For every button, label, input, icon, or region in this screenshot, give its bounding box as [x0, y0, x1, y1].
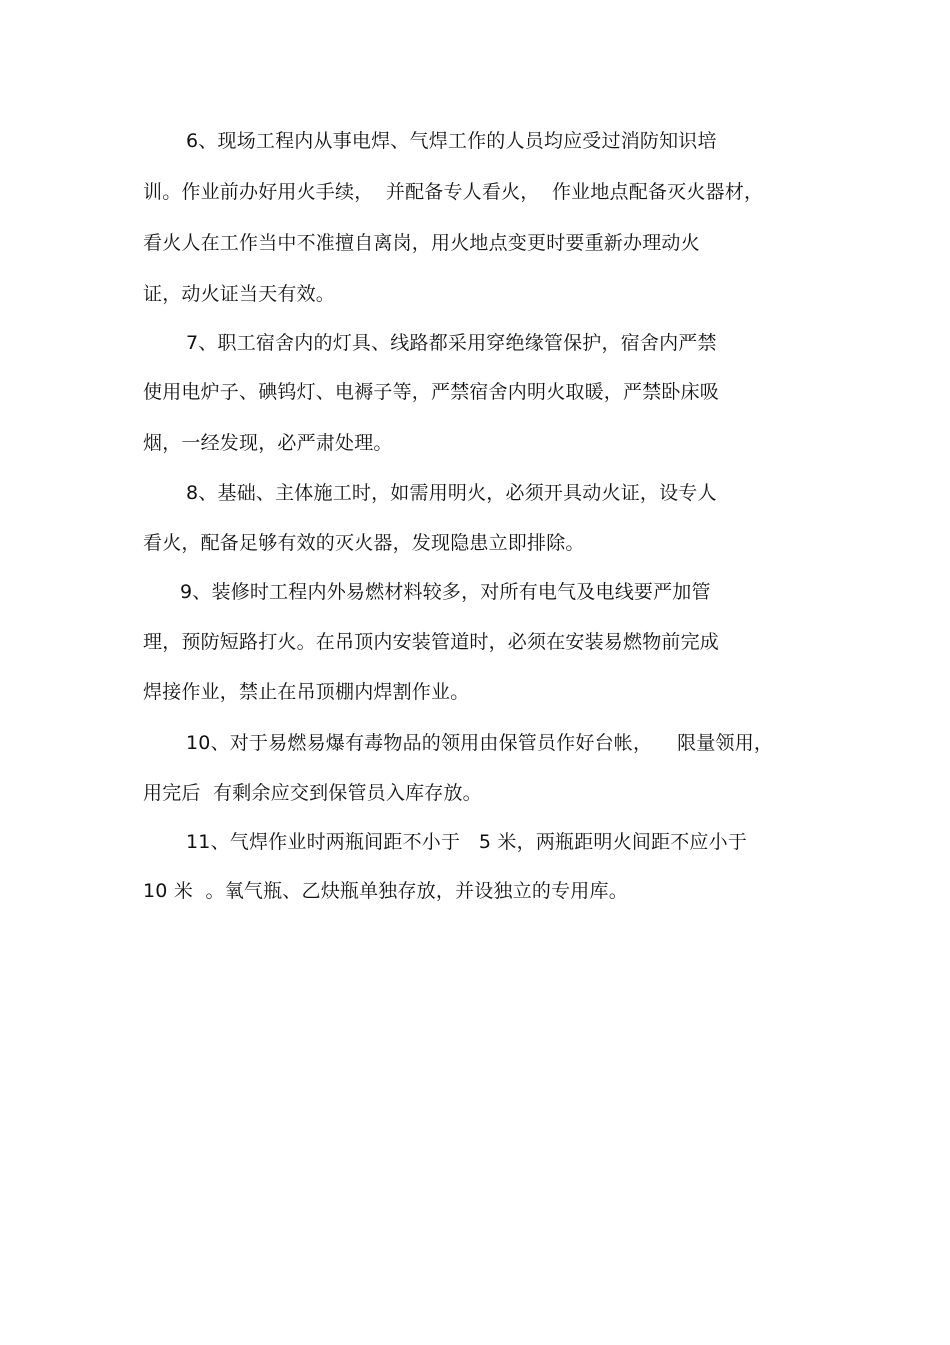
- paragraph-8-line-2: 看火，配备足够有效的灭火器，发现隐患立即排除。: [143, 532, 585, 554]
- paragraph-10-line-2: 用完后 有剩余应交到保管员入库存放。: [143, 782, 482, 804]
- paragraph-11-line-2: 10 米 。氧气瓶、乙炔瓶单独存放，并设独立的专用库。: [143, 880, 628, 902]
- paragraph-7-line-1: 7、职工宿舍内的灯具、线路都采用穿绝缘管保护，宿舍内严禁: [186, 332, 717, 354]
- paragraph-7-line-2: 使用电炉子、碘钨灯、电褥子等，严禁宿舍内明火取暖，严禁卧床吸: [143, 381, 720, 403]
- paragraph-6-line-3: 看火人在工作当中不准擅自离岗，用火地点变更时要重新办理动火: [143, 232, 700, 254]
- paragraph-10-line-1: 10、对于易燃易爆有毒物品的领用由保管员作好台帐， 限量领用，: [186, 732, 774, 754]
- paragraph-11-line-1: 11、气焊作业时两瓶间距不小于 5 米，两瓶距明火间距不应小于: [186, 831, 748, 853]
- paragraph-7-line-3: 烟，一经发现，必严肃处理。: [143, 432, 393, 454]
- paragraph-6-line-4: 证，动火证当天有效。: [143, 283, 336, 305]
- paragraph-6-line-2: 训。作业前办好用火手续， 并配备专人看火， 作业地点配备灭火器材，: [143, 181, 764, 203]
- paragraph-9-line-1: 9、装修时工程内外易燃材料较多，对所有电气及电线要严加管: [180, 581, 711, 603]
- paragraph-9-line-3: 焊接作业，禁止在吊顶棚内焊割作业。: [143, 681, 470, 703]
- paragraph-9-line-2: 理，预防短路打火。在吊顶内安装管道时，必须在安装易燃物前完成: [143, 631, 720, 653]
- paragraph-6-line-1: 6、现场工程内从事电焊、气焊工作的人员均应受过消防知识培: [186, 130, 717, 152]
- paragraph-8-line-1: 8、基础、主体施工时，如需用明火，必须开具动火证，设专人: [186, 482, 717, 504]
